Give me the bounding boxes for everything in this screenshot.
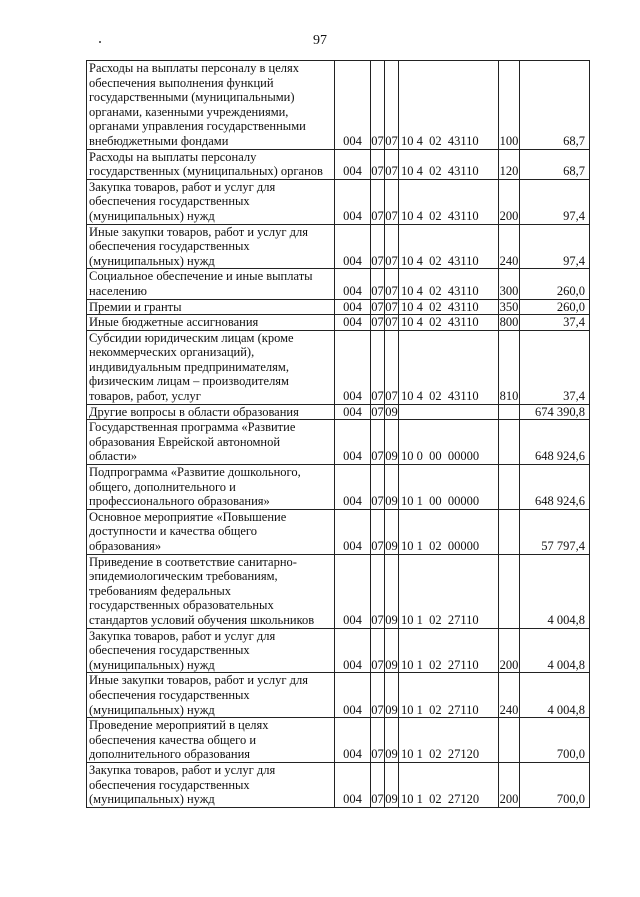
item-name-line: обеспечения государственных bbox=[89, 687, 250, 702]
item-name-cell bbox=[87, 628, 335, 673]
item-name-line: Проведение мероприятий в целях bbox=[89, 718, 269, 733]
subsection-code-cell: 09 bbox=[385, 420, 399, 465]
item-name-line: государственных образовательных bbox=[89, 598, 274, 613]
subsection-code-cell: 09 bbox=[385, 404, 398, 419]
department-code-cell: 004 bbox=[335, 299, 371, 315]
item-name-cell bbox=[87, 330, 335, 404]
target-article-code-cell: 10 4 02 43110 bbox=[399, 330, 499, 404]
item-name-line: органами, казенными учреждениями, bbox=[89, 104, 289, 119]
section-code-cell: 07 bbox=[371, 269, 385, 299]
expense-type-code-cell bbox=[499, 420, 520, 465]
item-name-cell bbox=[87, 762, 335, 807]
section-code-cell: 07 bbox=[371, 554, 385, 628]
subsection-code-cell: 07 bbox=[385, 315, 398, 330]
amount-cell: 260,0 bbox=[520, 269, 590, 299]
item-name-cell bbox=[87, 404, 335, 420]
expense-type-code-cell bbox=[499, 404, 520, 420]
item-name-line: Премии и гранты bbox=[89, 299, 182, 314]
item-name-line: Субсидии юридическим лицам (кроме bbox=[89, 330, 294, 345]
item-name-line: образования Еврейской автономной bbox=[89, 434, 281, 449]
amount-cell: 97,4 bbox=[520, 224, 590, 269]
target-article-code-cell: 10 4 02 43110 bbox=[399, 299, 499, 315]
department-code-cell: 004 bbox=[335, 718, 371, 763]
subsection-code-cell: 09 bbox=[385, 554, 399, 628]
table-row bbox=[87, 554, 590, 628]
section-code-cell: 07 bbox=[371, 179, 385, 224]
table-row bbox=[87, 762, 590, 807]
target-article-code-cell: 10 1 02 00000 bbox=[399, 509, 499, 554]
section-code-cell: 07 bbox=[371, 404, 384, 419]
item-name-line: эпидемиологическим требованиям, bbox=[89, 569, 278, 584]
target-article-code-cell: 10 1 02 27110 bbox=[399, 673, 499, 718]
expense-type-code-cell: 800 bbox=[499, 315, 519, 330]
expense-type-code-cell: 240 bbox=[499, 224, 520, 269]
section-code-cell: 07 bbox=[371, 673, 385, 718]
department-code-cell: 004 bbox=[335, 628, 371, 673]
target-article-code-cell: 10 4 02 43110 bbox=[399, 179, 499, 224]
item-name-line: требованиям федеральных bbox=[89, 583, 232, 598]
expense-type-code-cell: 120 bbox=[499, 149, 520, 179]
amount-cell: 260,0 bbox=[520, 299, 590, 315]
table-row bbox=[87, 315, 590, 331]
budget-table-body bbox=[87, 61, 590, 808]
page-number: 97 bbox=[313, 33, 327, 48]
department-code-cell: 004 bbox=[335, 149, 371, 179]
table-row bbox=[87, 509, 590, 554]
section-code-cell: 07 bbox=[371, 465, 385, 510]
item-name-cell bbox=[87, 269, 335, 299]
item-name-line: Подпрограмма «Развитие дошкольного, bbox=[89, 465, 301, 480]
subsection-code-cell: 09 bbox=[385, 628, 399, 673]
item-name-line: обеспечения государственных bbox=[89, 194, 250, 209]
amount-cell: 97,4 bbox=[520, 179, 590, 224]
expense-type-code-cell: 200 bbox=[499, 762, 520, 807]
subsection-code-cell: 09 bbox=[385, 465, 399, 510]
item-name-line: Основное мероприятие «Повышение bbox=[89, 509, 287, 524]
item-name-line: Социальное обеспечение и иные выплаты bbox=[89, 269, 313, 284]
amount-cell: 4 004,8 bbox=[520, 554, 590, 628]
subsection-code-cell: 09 bbox=[385, 718, 399, 763]
item-name-cell bbox=[87, 224, 335, 269]
item-name-cell bbox=[87, 718, 335, 763]
amount-cell: 648 924,6 bbox=[520, 420, 590, 465]
section-code-cell: 07 bbox=[371, 420, 385, 465]
expense-type-code-cell: 240 bbox=[499, 673, 520, 718]
expense-type-code-cell: 350 bbox=[499, 299, 519, 314]
subsection-code-cell: 09 bbox=[385, 762, 399, 807]
item-name-line: Иные закупки товаров, работ и услуг для bbox=[89, 673, 309, 688]
section-code-cell: 07 bbox=[371, 762, 385, 807]
amount-cell: 648 924,6 bbox=[520, 465, 590, 510]
section-code-cell: 07 bbox=[371, 315, 384, 330]
item-name-line: Приведение в соответствие санитарно- bbox=[89, 554, 297, 569]
subsection-code-cell: 07 bbox=[385, 299, 398, 314]
item-name-line: внебюджетными фондами bbox=[89, 133, 229, 148]
item-name-line: Расходы на выплаты персоналу bbox=[89, 149, 257, 164]
section-code-cell: 07 bbox=[371, 718, 385, 763]
subsection-code-cell: 07 bbox=[385, 149, 399, 179]
expense-type-code-cell bbox=[499, 718, 520, 763]
table-row bbox=[87, 330, 590, 404]
item-name-line: обеспечения государственных bbox=[89, 777, 250, 792]
amount-cell: 57 797,4 bbox=[520, 509, 590, 554]
item-name-line: Закупка товаров, работ и услуг для bbox=[89, 179, 276, 194]
item-name-line: (муниципальных) нужд bbox=[89, 657, 215, 672]
target-article-code-cell: 10 1 02 27110 bbox=[399, 554, 499, 628]
item-name-cell bbox=[87, 673, 335, 718]
target-article-code-cell: 10 4 02 43110 bbox=[399, 315, 499, 331]
expense-type-code-cell: 100 bbox=[499, 61, 520, 150]
target-article-code-cell: 10 4 02 43110 bbox=[399, 149, 499, 179]
table-row bbox=[87, 404, 590, 420]
target-article-code-cell bbox=[399, 404, 499, 420]
department-code-cell: 004 bbox=[335, 224, 371, 269]
expense-type-code-cell bbox=[499, 554, 520, 628]
amount-cell: 37,4 bbox=[520, 330, 590, 404]
item-name-line: обеспечения государственных bbox=[89, 643, 250, 658]
expense-type-code-cell: 810 bbox=[499, 330, 520, 404]
item-name-line: органами управления государственными bbox=[89, 119, 306, 134]
item-name-line: физическим лицам – производителям bbox=[89, 374, 289, 389]
expense-type-code-cell: 200 bbox=[499, 628, 520, 673]
department-code-cell: 004 bbox=[335, 420, 371, 465]
section-code-cell: 07 bbox=[371, 330, 385, 404]
item-name-line: Другие вопросы в области образования bbox=[89, 404, 299, 419]
item-name-line: Иные закупки товаров, работ и услуг для bbox=[89, 224, 309, 239]
item-name-line: (муниципальных) нужд bbox=[89, 702, 215, 717]
item-name-line: Иные бюджетные ассигнования bbox=[89, 315, 259, 330]
scan-dot bbox=[99, 41, 101, 43]
subsection-code-cell: 09 bbox=[385, 673, 399, 718]
item-name-cell bbox=[87, 420, 335, 465]
item-name-line: Закупка товаров, работ и услуг для bbox=[89, 762, 276, 777]
table-row bbox=[87, 628, 590, 673]
expense-type-code-cell: 200 bbox=[499, 179, 520, 224]
item-name-line: общего, дополнительного и bbox=[89, 479, 236, 494]
section-code-cell: 07 bbox=[371, 628, 385, 673]
item-name-line: Расходы на выплаты персоналу в целях bbox=[89, 61, 299, 75]
target-article-code-cell: 10 1 00 00000 bbox=[399, 465, 499, 510]
department-code-cell: 004 bbox=[335, 465, 371, 510]
expense-type-code-cell bbox=[499, 509, 520, 554]
department-code-cell: 004 bbox=[335, 673, 371, 718]
target-article-code-cell: 10 4 02 43110 bbox=[399, 269, 499, 299]
item-name-cell bbox=[87, 61, 335, 150]
table-row bbox=[87, 465, 590, 510]
amount-cell: 674 390,8 bbox=[520, 404, 590, 420]
expense-type-code-cell: 300 bbox=[499, 269, 520, 299]
item-name-line: доступности и качества общего bbox=[89, 524, 257, 539]
target-article-code-cell: 10 1 02 27120 bbox=[399, 718, 499, 763]
item-name-line: Закупка товаров, работ и услуг для bbox=[89, 628, 276, 643]
item-name-line: (муниципальных) нужд bbox=[89, 253, 215, 268]
department-code-cell: 004 bbox=[335, 315, 371, 331]
item-name-line: Государственная программа «Развитие bbox=[89, 420, 296, 435]
item-name-cell bbox=[87, 149, 335, 179]
amount-cell: 68,7 bbox=[520, 61, 590, 150]
item-name-line: образования» bbox=[89, 539, 162, 553]
item-name-line: обеспечения государственных bbox=[89, 239, 250, 254]
department-code-cell: 004 bbox=[335, 330, 371, 404]
item-name-line: области» bbox=[89, 449, 138, 464]
item-name-line: товаров, работ, услуг bbox=[89, 389, 201, 404]
item-name-line: населению bbox=[89, 283, 147, 298]
department-code-cell: 004 bbox=[335, 762, 371, 807]
table-row bbox=[87, 224, 590, 269]
table-row bbox=[87, 269, 590, 299]
target-article-code-cell: 10 4 02 43110 bbox=[399, 224, 499, 269]
section-code-cell: 07 bbox=[371, 299, 384, 314]
item-name-cell bbox=[87, 554, 335, 628]
item-name-cell bbox=[87, 465, 335, 510]
budget-table bbox=[86, 60, 590, 808]
department-code-cell: 004 bbox=[335, 554, 371, 628]
item-name-cell bbox=[87, 179, 335, 224]
item-name-line: государственными (муниципальными) bbox=[89, 90, 295, 105]
table-row bbox=[87, 673, 590, 718]
amount-cell: 700,0 bbox=[520, 762, 590, 807]
item-name-line: дополнительного образования bbox=[89, 747, 251, 762]
table-row bbox=[87, 61, 590, 150]
section-code-cell: 07 bbox=[371, 61, 385, 150]
amount-cell: 4 004,8 bbox=[520, 673, 590, 718]
section-code-cell: 07 bbox=[371, 149, 385, 179]
section-code-cell: 07 bbox=[371, 509, 385, 554]
subsection-code-cell: 07 bbox=[385, 61, 399, 150]
subsection-code-cell: 09 bbox=[385, 509, 399, 554]
amount-cell: 68,7 bbox=[520, 149, 590, 179]
department-code-cell: 004 bbox=[335, 179, 371, 224]
amount-cell: 37,4 bbox=[520, 315, 590, 331]
department-code-cell: 004 bbox=[335, 509, 371, 554]
subsection-code-cell: 07 bbox=[385, 179, 399, 224]
target-article-code-cell: 10 4 02 43110 bbox=[399, 61, 499, 150]
item-name-line: индивидуальным предпринимателям, bbox=[89, 359, 289, 374]
target-article-code-cell: 10 0 00 00000 bbox=[399, 420, 499, 465]
expense-type-code-cell bbox=[499, 465, 520, 510]
table-row bbox=[87, 179, 590, 224]
subsection-code-cell: 07 bbox=[385, 269, 399, 299]
item-name-line: государственных (муниципальных) органов bbox=[89, 164, 323, 179]
item-name-cell bbox=[87, 509, 335, 554]
item-name-cell bbox=[87, 299, 335, 315]
item-name-line: обеспечения выполнения функций bbox=[89, 75, 274, 90]
section-code-cell: 07 bbox=[371, 224, 385, 269]
department-code-cell: 004 bbox=[335, 404, 371, 420]
item-name-line: обеспечения качества общего и bbox=[89, 732, 257, 747]
table-row bbox=[87, 420, 590, 465]
department-code-cell: 004 bbox=[335, 269, 371, 299]
subsection-code-cell: 07 bbox=[385, 330, 399, 404]
amount-cell: 4 004,8 bbox=[520, 628, 590, 673]
item-name-line: некоммерческих организаций), bbox=[89, 345, 255, 360]
table-row bbox=[87, 718, 590, 763]
subsection-code-cell: 07 bbox=[385, 224, 399, 269]
table-row bbox=[87, 299, 590, 315]
amount-cell: 700,0 bbox=[520, 718, 590, 763]
item-name-cell bbox=[87, 315, 335, 331]
department-code-cell: 004 bbox=[335, 61, 371, 150]
target-article-code-cell: 10 1 02 27120 bbox=[399, 762, 499, 807]
item-name-line: (муниципальных) нужд bbox=[89, 792, 215, 807]
table-row bbox=[87, 149, 590, 179]
item-name-line: стандартов условий обучения школьников bbox=[89, 612, 315, 627]
item-name-line: профессионального образования» bbox=[89, 494, 270, 509]
target-article-code-cell: 10 1 02 27110 bbox=[399, 628, 499, 673]
item-name-line: (муниципальных) нужд bbox=[89, 208, 215, 223]
